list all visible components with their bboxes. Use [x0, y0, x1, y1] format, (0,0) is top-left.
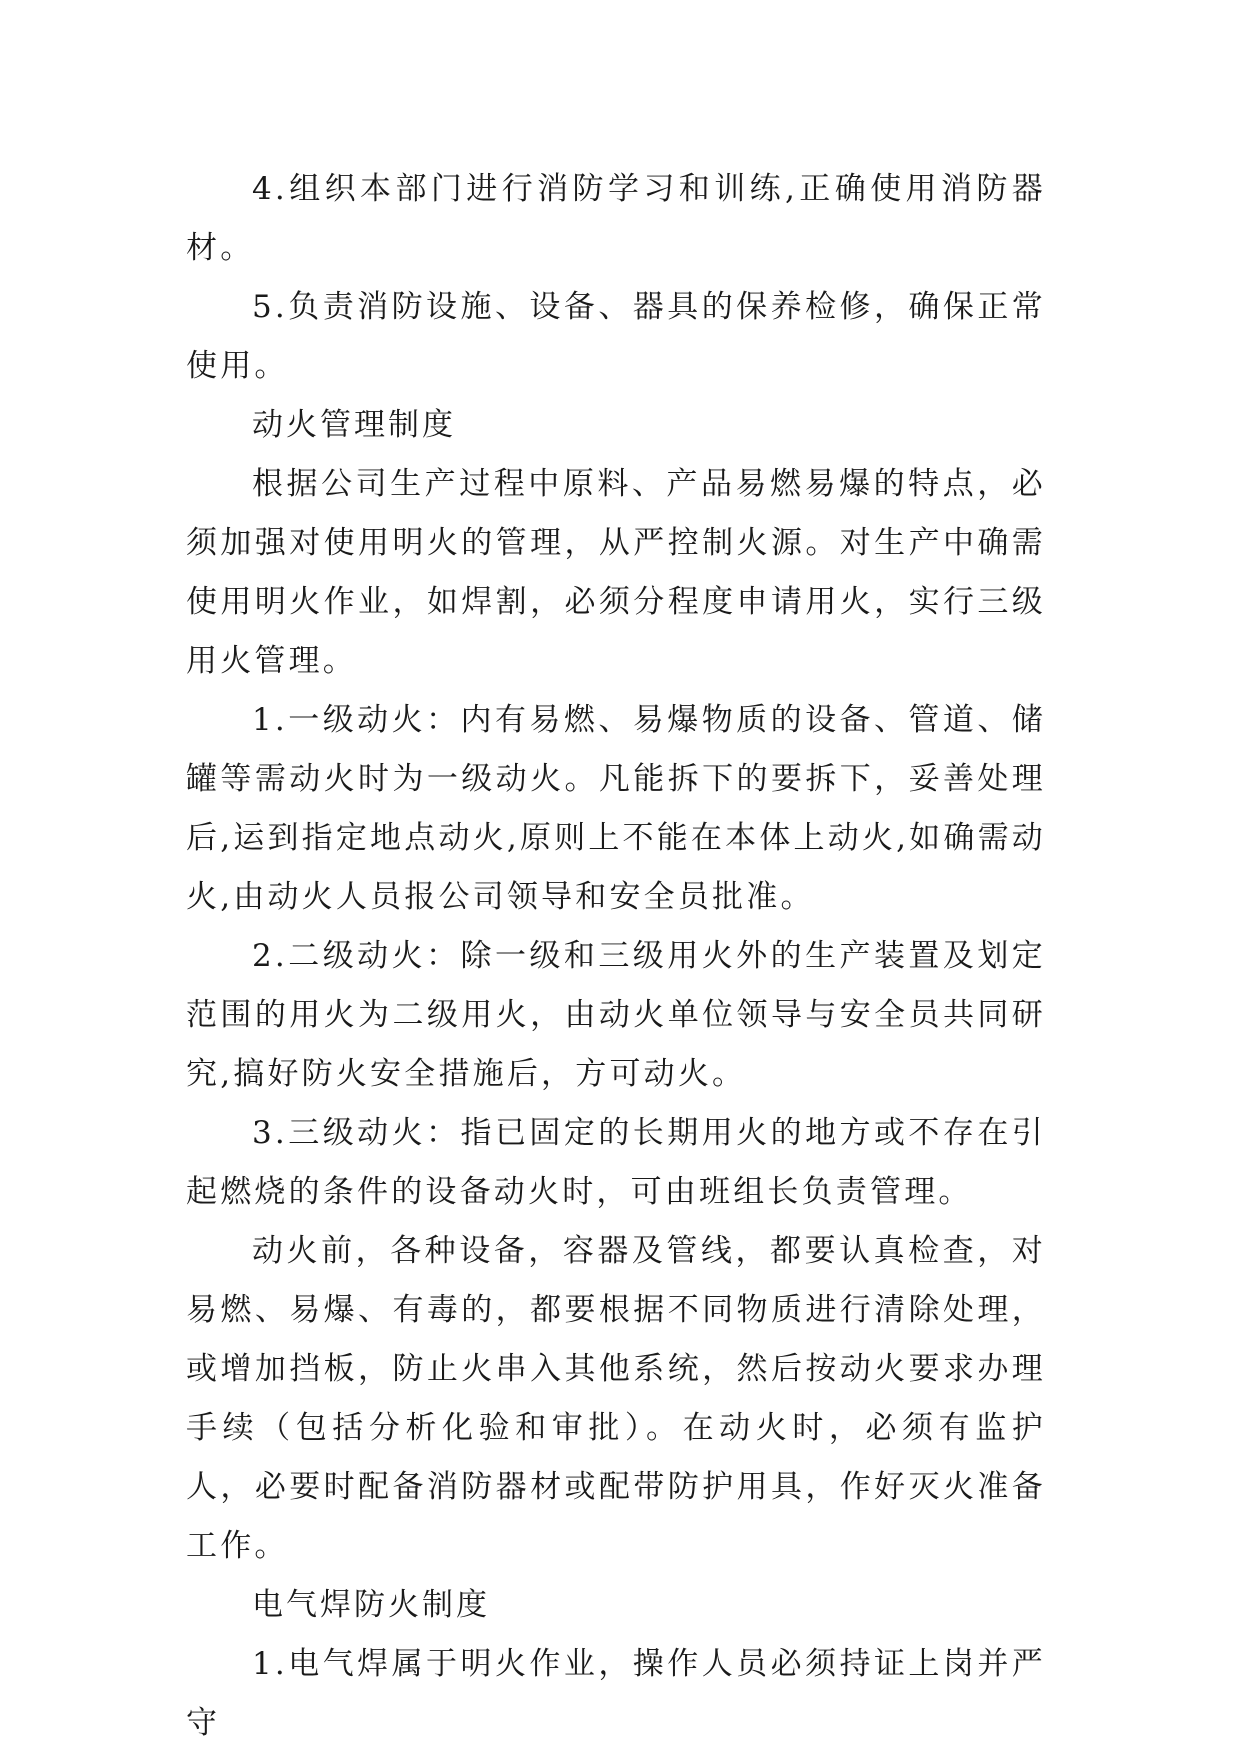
paragraph-level-two-fire: 2.二级动火：除一级和三级用火外的生产装置及划定范围的用火为二级用火，由动火单位领导与安全员共同研究,搞好防火安全措施后，方可动火。 [186, 938, 1046, 1092]
document-body [186, 160, 1046, 1753]
paragraph-item-5: 5.负责消防设施、设备、器具的保养检修，确保正常使用。 [186, 289, 1046, 384]
paragraph-welding-item-1: 1.电气焊属于明火作业，操作人员必须持证上岗并严守 [186, 1646, 1046, 1741]
paragraph-intro-fire-management: 根据公司生产过程中原料、产品易燃易爆的特点，必须加强对使用明火的管理，从严控制火源。对生产中确需使用明火作业，如焊割，必须分程度申请用火，实行三级用火管理。 [186, 466, 1046, 679]
section-heading-fire-management: 动火管理制度 [252, 407, 456, 443]
section-heading-welding-fire: 电气焊防火制度 [252, 1587, 490, 1623]
paragraph-before-fire-checks: 动火前，各种设备，容器及管线，都要认真检查，对易燃、易爆、有毒的，都要根据不同物质进行清除处理，或增加挡板，防止火串入其他系统，然后按动火要求办理手续（包括分析化验和审批）。在动火时，必须有监护人，必要时配备消防器材或配带防护用具，作好灭火准备工作。 [186, 1233, 1046, 1564]
paragraph-level-one-fire: 1.一级动火：内有易燃、易爆物质的设备、管道、储罐等需动火时为一级动火。凡能拆下的要拆下，妥善处理后,运到指定地点动火,原则上不能在本体上动火,如确需动火,由动火人员报公司领导和安全员批准。 [186, 702, 1046, 915]
paragraph-item-4: 4.组织本部门进行消防学习和训练,正确使用消防器材。 [186, 171, 1046, 266]
paragraph-level-three-fire: 3.三级动火：指已固定的长期用火的地方或不存在引起燃烧的条件的设备动火时，可由班组长负责管理。 [186, 1115, 1046, 1210]
